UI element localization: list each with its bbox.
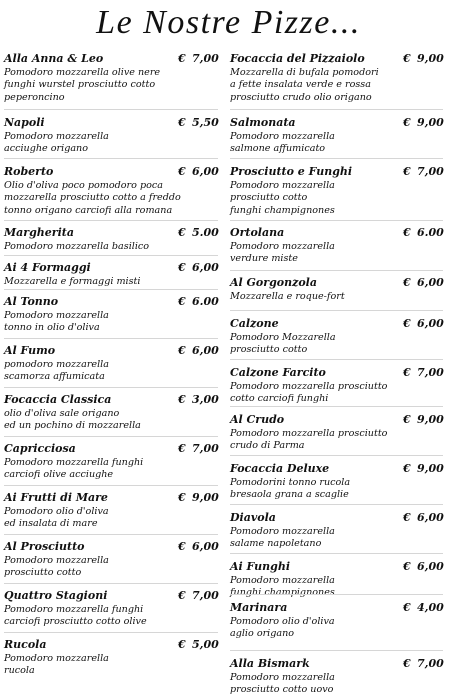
menu-item xyxy=(4,491,218,531)
item-divider xyxy=(4,534,218,535)
item-divider xyxy=(230,310,443,311)
menu-item-header xyxy=(230,276,443,290)
currency-symbol: € xyxy=(403,366,411,379)
description-line: Pomodoro mozzarella xyxy=(230,131,335,142)
menu-item-header xyxy=(4,491,218,505)
price-amount: 6,00 xyxy=(192,344,219,357)
menu-item-price xyxy=(403,226,443,239)
menu-item-price xyxy=(178,116,218,129)
currency-symbol: € xyxy=(178,638,186,651)
description-line: prosciutto cotto xyxy=(4,567,82,579)
menu-item-description xyxy=(230,131,443,156)
description-line: tonno origano carciofi alla romana xyxy=(4,204,173,216)
description-line: Mozzarella e formaggi misti xyxy=(4,276,141,287)
menu-item-description xyxy=(230,67,443,104)
menu-item-header xyxy=(4,344,218,358)
menu-item-price xyxy=(178,226,218,239)
menu-item-name: Al Tonno xyxy=(4,295,59,308)
menu-item xyxy=(230,165,443,217)
item-divider xyxy=(230,359,443,360)
description-line: Pomodoro mozzarella olive nere xyxy=(4,67,161,78)
menu-item-name: Focaccia Deluxe xyxy=(230,462,330,475)
currency-symbol: € xyxy=(178,589,186,602)
menu-item xyxy=(230,52,443,104)
description-line: salmone affumicato xyxy=(230,143,326,155)
price-amount: 6,00 xyxy=(417,560,444,573)
menu-item-description xyxy=(230,477,443,502)
price-amount: 6,00 xyxy=(417,276,444,289)
currency-symbol: € xyxy=(178,442,186,455)
description-line: pomodoro mozzarella xyxy=(4,359,109,370)
currency-symbol: € xyxy=(178,491,186,504)
description-line: Pomodoro mozzarella prosciutto xyxy=(230,428,388,439)
menu-item-price xyxy=(403,462,443,475)
menu-item-name: Al Crudo xyxy=(230,413,285,426)
description-line: crudo di Parma xyxy=(230,440,305,452)
description-line: cotto carciofi funghi xyxy=(230,393,329,405)
menu-item-name: Ai 4 Formaggi xyxy=(4,261,91,274)
menu-item-header xyxy=(230,560,443,574)
menu-item-description xyxy=(4,653,218,678)
menu-item xyxy=(4,226,218,253)
item-divider xyxy=(230,504,443,505)
menu-item-description xyxy=(230,381,443,406)
currency-symbol: € xyxy=(403,165,411,178)
menu-item-price xyxy=(178,540,218,553)
menu-item-price xyxy=(178,295,218,308)
menu-item xyxy=(230,317,443,357)
menu-item-name: Focaccia del Pizzaiolo xyxy=(230,52,365,65)
item-divider xyxy=(4,436,218,437)
menu-item-name: Ai Funghi xyxy=(230,560,291,573)
currency-symbol: € xyxy=(178,344,186,357)
description-line: Pomodoro mozzarella funghi xyxy=(4,457,144,468)
currency-symbol: € xyxy=(403,413,411,426)
menu-item xyxy=(4,116,218,156)
currency-symbol: € xyxy=(403,116,411,129)
price-amount: 7,00 xyxy=(192,52,219,65)
price-amount: 4,00 xyxy=(417,601,444,614)
currency-symbol: € xyxy=(403,560,411,573)
menu-item-header xyxy=(230,511,443,525)
item-divider xyxy=(230,109,443,110)
menu-item-header xyxy=(230,657,443,671)
currency-symbol: € xyxy=(178,540,186,553)
description-line: Pomodoro olio d'oliva xyxy=(4,506,109,517)
currency-symbol: € xyxy=(403,276,411,289)
menu-item-description xyxy=(4,457,218,482)
description-line: prosciutto crudo olio origano xyxy=(230,91,372,103)
menu-item xyxy=(4,540,218,580)
description-line: Pomodorini tonno rucola xyxy=(230,477,351,488)
menu-item-price xyxy=(403,366,443,379)
menu-item-header xyxy=(4,393,218,407)
currency-symbol: € xyxy=(403,317,411,330)
item-divider xyxy=(230,455,443,456)
menu-item-name: Al Gorgonzola xyxy=(230,276,317,289)
description-line: Pomodoro mozzarella xyxy=(230,180,335,191)
description-line: Pomodoro mozzarella basilico xyxy=(4,241,150,252)
menu-item-header xyxy=(4,165,218,179)
item-divider xyxy=(4,583,218,584)
menu-item xyxy=(230,226,443,266)
item-divider xyxy=(4,109,218,110)
currency-symbol: € xyxy=(403,511,411,524)
price-amount: 5,50 xyxy=(192,116,219,129)
description-line: scamorza affumicata xyxy=(4,371,105,383)
description-line: Pomodoro Mozzarella xyxy=(230,332,336,343)
description-line: carciofi olive acciughe xyxy=(4,469,114,481)
menu-item xyxy=(4,344,218,384)
menu-item-name: Rucola xyxy=(4,638,47,651)
description-line: prosciutto cotto xyxy=(230,192,308,204)
menu-item xyxy=(230,462,443,502)
currency-symbol: € xyxy=(403,52,411,65)
menu-item-description xyxy=(230,241,443,266)
currency-symbol: € xyxy=(403,601,411,614)
menu-item-description xyxy=(230,428,443,453)
menu-item-name: Diavola xyxy=(230,511,276,524)
menu-item-price xyxy=(178,589,218,602)
menu-item-price xyxy=(178,393,218,406)
menu-item-name: Ortolana xyxy=(230,226,285,239)
description-line: Pomodoro olio d'oliva xyxy=(230,616,335,627)
menu-item-description xyxy=(4,408,218,433)
price-amount: 7,00 xyxy=(417,165,444,178)
menu-item-name: Quattro Stagioni xyxy=(4,589,108,602)
menu-item-header xyxy=(230,317,443,331)
description-line: Pomodoro mozzarella xyxy=(4,131,109,142)
menu-item-name: Margherita xyxy=(4,226,74,239)
price-amount: 5,00 xyxy=(192,638,219,651)
description-line: funghi champignones xyxy=(230,587,335,599)
menu-item-description xyxy=(4,276,218,288)
menu-item-price xyxy=(178,638,218,651)
menu-item-description xyxy=(4,67,218,104)
description-line: prosciutto cotto uovo xyxy=(230,684,334,696)
menu-item-price xyxy=(178,165,218,178)
currency-symbol: € xyxy=(178,393,186,406)
description-line: ed insalata di mare xyxy=(4,518,98,530)
description-line: Pomodoro mozzarella xyxy=(4,555,109,566)
price-amount: 9,00 xyxy=(417,116,444,129)
menu-item xyxy=(230,276,443,303)
description-line: funghi champignones xyxy=(230,204,335,216)
description-line: Pomodoro mozzarella xyxy=(230,241,335,252)
menu-item xyxy=(4,261,218,288)
menu-item-description xyxy=(4,604,218,629)
menu-item-price xyxy=(403,511,443,524)
price-amount: 3,00 xyxy=(192,393,219,406)
menu-item-name: Focaccia Classica xyxy=(4,393,112,406)
menu-item-header xyxy=(4,442,218,456)
description-line: prosciutto cotto xyxy=(230,344,308,356)
menu-item-header xyxy=(4,116,218,130)
menu-title: Le Nostre Pizze... xyxy=(96,4,361,41)
currency-symbol: € xyxy=(403,657,411,670)
item-divider xyxy=(230,406,443,407)
menu-item-header xyxy=(230,366,443,380)
menu-item-price xyxy=(403,657,443,670)
menu-item-description xyxy=(4,555,218,580)
description-line: acciughe origano xyxy=(4,143,89,155)
description-line: olio d'oliva sale origano xyxy=(4,408,120,419)
menu-item-header xyxy=(230,165,443,179)
menu-item-name: Roberto xyxy=(4,165,54,178)
description-line: Pomodoro mozzarella xyxy=(4,310,109,321)
item-divider xyxy=(4,220,218,221)
menu-item xyxy=(4,393,218,433)
description-line: Pomodoro mozzarella xyxy=(230,575,335,586)
menu-item-header xyxy=(230,462,443,476)
description-line: Pomodoro mozzarella xyxy=(4,653,109,664)
menu-item-description xyxy=(4,241,218,253)
menu-item-header xyxy=(4,589,218,603)
price-amount: 6.00 xyxy=(417,226,444,239)
currency-symbol: € xyxy=(178,295,186,308)
menu-item-description xyxy=(4,310,218,335)
description-line: aglio origano xyxy=(230,628,295,640)
menu-item-name: Al Prosciutto xyxy=(4,540,85,553)
menu-item xyxy=(4,638,218,678)
menu-item-header xyxy=(4,295,218,309)
menu-item-description xyxy=(230,332,443,357)
menu-item xyxy=(230,366,443,406)
item-divider xyxy=(230,650,443,651)
menu-item-description xyxy=(4,506,218,531)
menu-item-description xyxy=(230,526,443,551)
menu-item-header xyxy=(230,413,443,427)
currency-symbol: € xyxy=(403,462,411,475)
description-line: Mozzarella di bufala pomodori xyxy=(230,67,379,78)
menu-item xyxy=(4,165,218,217)
menu-item-description xyxy=(230,180,443,217)
menu-item-description xyxy=(230,616,443,641)
description-line: bresaola grana a scaglie xyxy=(230,489,349,501)
menu-item-header xyxy=(230,52,443,66)
menu-item-header xyxy=(230,601,443,615)
menu-item xyxy=(230,601,443,641)
menu-item-price xyxy=(178,344,218,357)
currency-symbol: € xyxy=(403,226,411,239)
item-divider xyxy=(4,387,218,388)
price-amount: 7,00 xyxy=(192,589,219,602)
menu-item-header xyxy=(4,226,218,240)
menu-item-price xyxy=(403,276,443,289)
menu-item-name: Alla Anna & Leo xyxy=(4,52,104,65)
price-amount: 9,00 xyxy=(417,52,444,65)
menu-item-price xyxy=(403,52,443,65)
description-line: ed un pochino di mozzarella xyxy=(4,420,141,432)
menu-item-price xyxy=(178,491,218,504)
description-line: Pomodoro mozzarella prosciutto xyxy=(230,381,388,392)
menu-item-description xyxy=(4,180,218,217)
description-line: a fette insalata verde e rossa xyxy=(230,79,371,91)
description-line: rucola xyxy=(4,665,35,677)
item-divider xyxy=(4,289,218,290)
currency-symbol: € xyxy=(178,261,186,274)
description-line: funghi wurstel prosciutto cotto xyxy=(4,79,156,91)
description-line: carciofi prosciutto cotto olive xyxy=(4,616,147,628)
price-amount: 9,00 xyxy=(417,413,444,426)
price-amount: 6,00 xyxy=(192,540,219,553)
menu-item-description xyxy=(230,672,443,697)
menu-item-description xyxy=(4,359,218,384)
menu-item-price xyxy=(178,52,218,65)
price-amount: 7,00 xyxy=(192,442,219,455)
price-amount: 6,00 xyxy=(417,317,444,330)
menu-item xyxy=(4,295,218,335)
item-divider xyxy=(230,553,443,554)
item-divider xyxy=(4,158,218,159)
description-line: Mozzarella e roque-fort xyxy=(230,291,345,302)
menu-item-name: Calzone Farcito xyxy=(230,366,326,379)
menu-item-description xyxy=(4,131,218,156)
price-amount: 7,00 xyxy=(417,366,444,379)
description-line: peperoncino xyxy=(4,91,65,103)
menu-item-price xyxy=(403,317,443,330)
menu-item xyxy=(230,116,443,156)
description-line: verdure miste xyxy=(230,253,298,265)
item-divider xyxy=(230,594,443,595)
menu-item-price xyxy=(403,165,443,178)
item-divider xyxy=(4,255,218,256)
menu-item-name: Alla Bismark xyxy=(230,657,310,670)
menu-item-header xyxy=(4,261,218,275)
menu-item xyxy=(230,511,443,551)
menu-item-price xyxy=(403,601,443,614)
description-line: tonno in olio d'oliva xyxy=(4,322,100,334)
menu-item-price xyxy=(178,261,218,274)
menu-item-description xyxy=(230,291,443,303)
menu-item-header xyxy=(4,52,218,66)
menu-item-description xyxy=(230,575,443,600)
price-amount: 6,00 xyxy=(417,511,444,524)
price-amount: 6,00 xyxy=(192,261,219,274)
description-line: mozzarella prosciutto cotto a freddo xyxy=(4,192,181,204)
item-divider xyxy=(230,158,443,159)
description-line: salame napoletano xyxy=(230,538,322,550)
currency-symbol: € xyxy=(178,226,186,239)
menu-item-name: Ai Frutti di Mare xyxy=(4,491,108,504)
description-line: Pomodoro mozzarella xyxy=(230,526,335,537)
menu-item-price xyxy=(403,413,443,426)
menu-item-header xyxy=(4,638,218,652)
menu-item-header xyxy=(230,226,443,240)
menu-item-name: Napoli xyxy=(4,116,45,129)
menu-item-name: Al Fumo xyxy=(4,344,56,357)
menu-item xyxy=(230,657,443,697)
price-amount: 6.00 xyxy=(192,295,219,308)
description-line: Pomodoro mozzarella xyxy=(230,672,335,683)
menu-item xyxy=(230,413,443,453)
menu-item-header xyxy=(230,116,443,130)
menu-item xyxy=(4,442,218,482)
item-divider xyxy=(230,220,443,221)
price-amount: 5.00 xyxy=(192,226,219,239)
description-line: Pomodoro mozzarella funghi xyxy=(4,604,144,615)
menu-item-price xyxy=(403,560,443,573)
menu-item-header xyxy=(4,540,218,554)
item-divider xyxy=(4,485,218,486)
currency-symbol: € xyxy=(178,52,186,65)
item-divider xyxy=(230,270,443,271)
menu-item-name: Capricciosa xyxy=(4,442,76,455)
menu-item-name: Prosciutto e Funghi xyxy=(230,165,353,178)
menu-item-name: Salmonata xyxy=(230,116,296,129)
item-divider xyxy=(4,338,218,339)
menu-item-name: Calzone xyxy=(230,317,279,330)
item-divider xyxy=(4,632,218,633)
menu-item-price xyxy=(178,442,218,455)
price-amount: 6,00 xyxy=(192,165,219,178)
description-line: Olio d'oliva poco pomodoro poca xyxy=(4,180,163,191)
price-amount: 7,00 xyxy=(417,657,444,670)
menu-item-price xyxy=(403,116,443,129)
currency-symbol: € xyxy=(178,116,186,129)
price-amount: 9,00 xyxy=(192,491,219,504)
menu-item-name: Marinara xyxy=(230,601,288,614)
menu-item xyxy=(4,589,218,629)
price-amount: 9,00 xyxy=(417,462,444,475)
currency-symbol: € xyxy=(178,165,186,178)
menu-item xyxy=(4,52,218,104)
